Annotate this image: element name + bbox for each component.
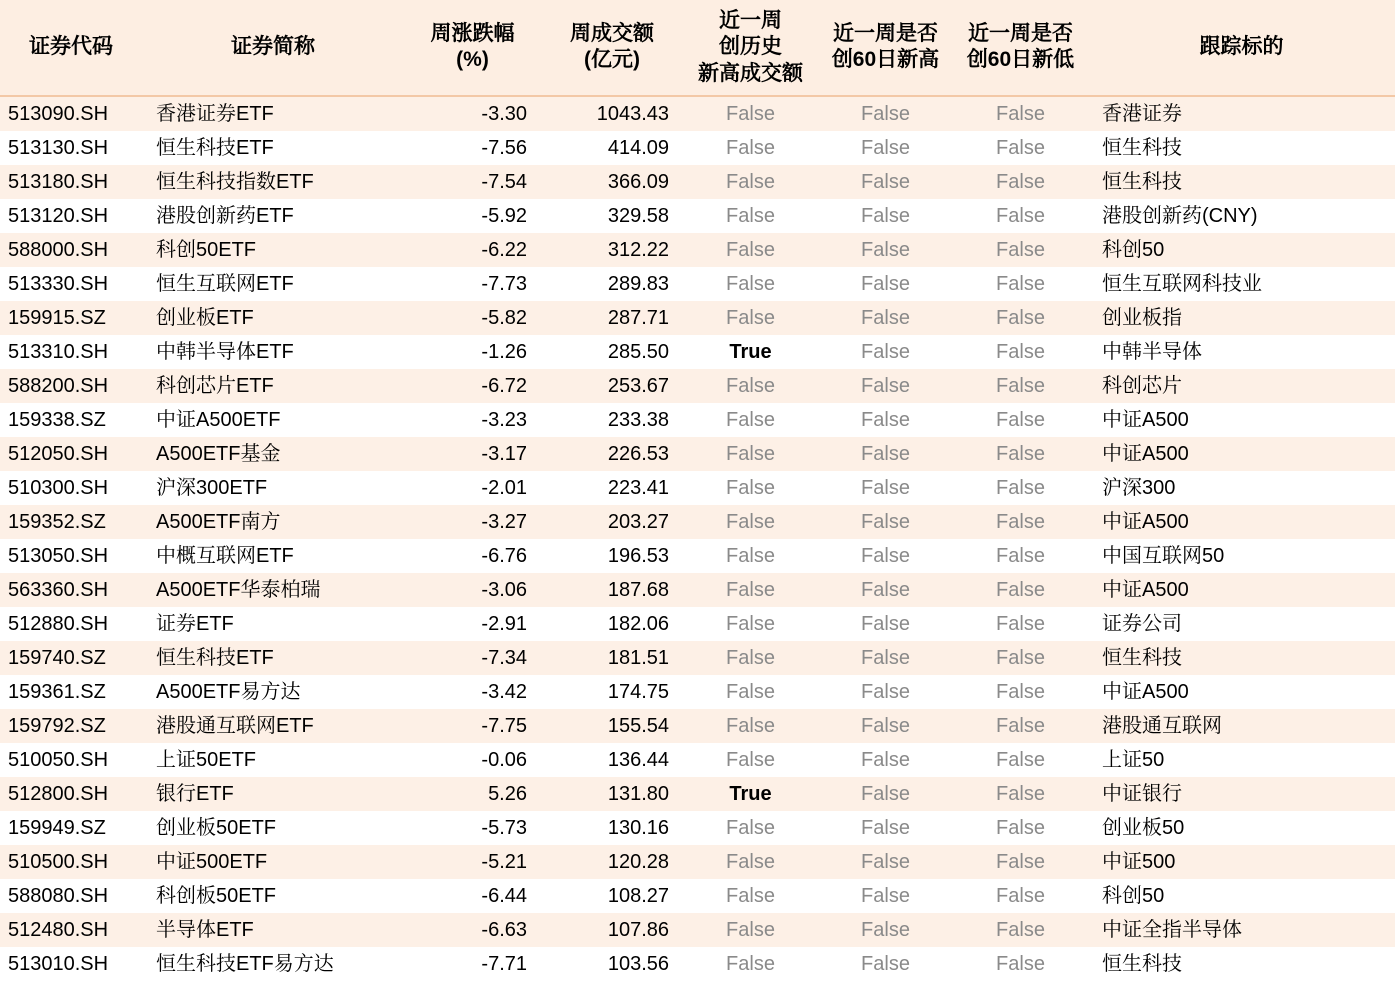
cell-60d-high: False bbox=[818, 675, 953, 709]
cell-code: 588080.SH bbox=[0, 879, 142, 913]
cell-weekly-change: -5.92 bbox=[404, 199, 541, 233]
cell-weekly-change: -7.75 bbox=[404, 709, 541, 743]
cell-weekly-change: -6.72 bbox=[404, 369, 541, 403]
table-row bbox=[0, 777, 1395, 811]
cell-code: 513180.SH bbox=[0, 165, 142, 199]
cell-60d-high: False bbox=[818, 335, 953, 369]
cell-60d-high: False bbox=[818, 743, 953, 777]
cell-weekly-change: -2.01 bbox=[404, 471, 541, 505]
cell-60d-low: False bbox=[953, 369, 1088, 403]
cell-record-high-turnover: False bbox=[683, 369, 818, 403]
table-header bbox=[0, 0, 1395, 96]
cell-tracking-index: 科创50 bbox=[1088, 233, 1395, 267]
cell-60d-high: False bbox=[818, 573, 953, 607]
cell-weekly-change: -3.42 bbox=[404, 675, 541, 709]
cell-60d-high: False bbox=[818, 709, 953, 743]
column-header-4 bbox=[683, 0, 818, 96]
cell-60d-high: False bbox=[818, 913, 953, 947]
cell-weekly-change: -0.06 bbox=[404, 743, 541, 777]
table-row bbox=[0, 913, 1395, 947]
cell-weekly-turnover: 233.38 bbox=[541, 403, 683, 437]
cell-tracking-index: 恒生科技 bbox=[1088, 641, 1395, 675]
cell-record-high-turnover: False bbox=[683, 607, 818, 641]
cell-name: 银行ETF bbox=[142, 777, 404, 811]
cell-name: 中证A500ETF bbox=[142, 403, 404, 437]
cell-60d-high: False bbox=[818, 199, 953, 233]
cell-weekly-turnover: 329.58 bbox=[541, 199, 683, 233]
cell-name: A500ETF基金 bbox=[142, 437, 404, 471]
cell-record-high-turnover: False bbox=[683, 233, 818, 267]
cell-code: 588000.SH bbox=[0, 233, 142, 267]
table-row bbox=[0, 709, 1395, 743]
cell-weekly-turnover: 174.75 bbox=[541, 675, 683, 709]
column-header-3 bbox=[541, 0, 683, 96]
cell-record-high-turnover: False bbox=[683, 743, 818, 777]
column-header-0 bbox=[0, 0, 142, 96]
cell-name: 创业板50ETF bbox=[142, 811, 404, 845]
column-header-line: 跟踪标的 bbox=[1199, 35, 1284, 59]
cell-weekly-change: -1.26 bbox=[404, 335, 541, 369]
cell-tracking-index: 恒生科技 bbox=[1088, 131, 1395, 165]
cell-60d-high: False bbox=[818, 437, 953, 471]
cell-weekly-turnover: 285.50 bbox=[541, 335, 683, 369]
cell-60d-low: False bbox=[953, 879, 1088, 913]
column-header-line: (%) bbox=[456, 48, 489, 72]
cell-60d-low: False bbox=[953, 233, 1088, 267]
cell-weekly-change: -3.30 bbox=[404, 96, 541, 131]
column-header-6 bbox=[953, 0, 1088, 96]
cell-weekly-change: -5.21 bbox=[404, 845, 541, 879]
cell-60d-high: False bbox=[818, 845, 953, 879]
cell-weekly-change: -2.91 bbox=[404, 607, 541, 641]
cell-weekly-turnover: 108.27 bbox=[541, 879, 683, 913]
cell-60d-high: False bbox=[818, 777, 953, 811]
cell-record-high-turnover: False bbox=[683, 913, 818, 947]
cell-code: 159361.SZ bbox=[0, 675, 142, 709]
cell-60d-low: False bbox=[953, 301, 1088, 335]
cell-weekly-change: -5.73 bbox=[404, 811, 541, 845]
cell-60d-low: False bbox=[953, 437, 1088, 471]
cell-60d-high: False bbox=[818, 301, 953, 335]
cell-tracking-index: 中证全指半导体 bbox=[1088, 913, 1395, 947]
cell-weekly-change: -7.54 bbox=[404, 165, 541, 199]
cell-record-high-turnover: False bbox=[683, 641, 818, 675]
cell-name: 恒生科技ETF易方达 bbox=[142, 947, 404, 981]
cell-60d-low: False bbox=[953, 743, 1088, 777]
table-row bbox=[0, 131, 1395, 165]
cell-weekly-turnover: 312.22 bbox=[541, 233, 683, 267]
cell-60d-high: False bbox=[818, 879, 953, 913]
cell-name: A500ETF华泰柏瑞 bbox=[142, 573, 404, 607]
cell-60d-high: False bbox=[818, 233, 953, 267]
cell-tracking-index: 中证A500 bbox=[1088, 437, 1395, 471]
cell-60d-low: False bbox=[953, 641, 1088, 675]
cell-name: 中概互联网ETF bbox=[142, 539, 404, 573]
cell-record-high-turnover: False bbox=[683, 403, 818, 437]
cell-record-high-turnover: False bbox=[683, 131, 818, 165]
table-row bbox=[0, 641, 1395, 675]
column-header-line: 近一周 bbox=[719, 9, 782, 32]
cell-60d-high: False bbox=[818, 96, 953, 131]
cell-60d-high: False bbox=[818, 267, 953, 301]
cell-tracking-index: 证券公司 bbox=[1088, 607, 1395, 641]
cell-60d-low: False bbox=[953, 471, 1088, 505]
cell-weekly-turnover: 203.27 bbox=[541, 505, 683, 539]
table-row bbox=[0, 471, 1395, 505]
cell-tracking-index: 科创芯片 bbox=[1088, 369, 1395, 403]
cell-60d-low: False bbox=[953, 199, 1088, 233]
cell-weekly-turnover: 120.28 bbox=[541, 845, 683, 879]
cell-60d-low: False bbox=[953, 573, 1088, 607]
table-row bbox=[0, 845, 1395, 879]
cell-record-high-turnover: False bbox=[683, 471, 818, 505]
column-header-line: 新高成交额 bbox=[698, 61, 803, 85]
column-header-line: (亿元) bbox=[584, 48, 640, 72]
table-row bbox=[0, 947, 1395, 981]
cell-code: 512880.SH bbox=[0, 607, 142, 641]
cell-code: 513010.SH bbox=[0, 947, 142, 981]
cell-tracking-index: 科创50 bbox=[1088, 879, 1395, 913]
table-row bbox=[0, 743, 1395, 777]
table-row bbox=[0, 96, 1395, 131]
column-header-1 bbox=[142, 0, 404, 96]
cell-name: 沪深300ETF bbox=[142, 471, 404, 505]
cell-name: 科创50ETF bbox=[142, 233, 404, 267]
cell-name: 恒生科技ETF bbox=[142, 131, 404, 165]
cell-code: 513120.SH bbox=[0, 199, 142, 233]
cell-record-high-turnover: False bbox=[683, 199, 818, 233]
cell-code: 159915.SZ bbox=[0, 301, 142, 335]
cell-code: 563360.SH bbox=[0, 573, 142, 607]
cell-record-high-turnover: False bbox=[683, 437, 818, 471]
cell-60d-high: False bbox=[818, 607, 953, 641]
cell-record-high-turnover: True bbox=[683, 777, 818, 811]
cell-name: 科创芯片ETF bbox=[142, 369, 404, 403]
cell-weekly-change: -6.76 bbox=[404, 539, 541, 573]
cell-weekly-change: -3.23 bbox=[404, 403, 541, 437]
table-row bbox=[0, 505, 1395, 539]
table-header-row bbox=[0, 0, 1395, 96]
cell-name: 恒生互联网ETF bbox=[142, 267, 404, 301]
table-row bbox=[0, 233, 1395, 267]
cell-record-high-turnover: True bbox=[683, 335, 818, 369]
column-header-line: 创60日新低 bbox=[966, 48, 1075, 72]
cell-tracking-index: 中证A500 bbox=[1088, 403, 1395, 437]
cell-code: 513090.SH bbox=[0, 96, 142, 131]
cell-weekly-turnover: 182.06 bbox=[541, 607, 683, 641]
cell-weekly-turnover: 103.56 bbox=[541, 947, 683, 981]
cell-name: 港股创新药ETF bbox=[142, 199, 404, 233]
cell-tracking-index: 上证50 bbox=[1088, 743, 1395, 777]
cell-60d-low: False bbox=[953, 947, 1088, 981]
cell-weekly-change: -3.17 bbox=[404, 437, 541, 471]
cell-code: 588200.SH bbox=[0, 369, 142, 403]
cell-weekly-turnover: 130.16 bbox=[541, 811, 683, 845]
table-body bbox=[0, 96, 1395, 981]
cell-name: 恒生科技ETF bbox=[142, 641, 404, 675]
cell-tracking-index: 中国互联网50 bbox=[1088, 539, 1395, 573]
cell-tracking-index: 恒生科技 bbox=[1088, 165, 1395, 199]
table-row bbox=[0, 165, 1395, 199]
cell-code: 512050.SH bbox=[0, 437, 142, 471]
cell-tracking-index: 恒生互联网科技业 bbox=[1088, 267, 1395, 301]
cell-weekly-change: -3.27 bbox=[404, 505, 541, 539]
table-row bbox=[0, 199, 1395, 233]
cell-60d-low: False bbox=[953, 811, 1088, 845]
cell-60d-high: False bbox=[818, 947, 953, 981]
table-row bbox=[0, 675, 1395, 709]
cell-tracking-index: 中韩半导体 bbox=[1088, 335, 1395, 369]
column-header-line: 近一周是否 bbox=[968, 22, 1073, 46]
cell-code: 159338.SZ bbox=[0, 403, 142, 437]
cell-weekly-turnover: 253.67 bbox=[541, 369, 683, 403]
cell-weekly-turnover: 223.41 bbox=[541, 471, 683, 505]
cell-60d-low: False bbox=[953, 607, 1088, 641]
cell-weekly-turnover: 196.53 bbox=[541, 539, 683, 573]
cell-tracking-index: 中证银行 bbox=[1088, 777, 1395, 811]
column-header-line: 证券简称 bbox=[231, 35, 315, 59]
cell-weekly-change: -7.71 bbox=[404, 947, 541, 981]
cell-code: 513130.SH bbox=[0, 131, 142, 165]
cell-tracking-index: 香港证券 bbox=[1088, 96, 1395, 131]
cell-record-high-turnover: False bbox=[683, 505, 818, 539]
cell-weekly-turnover: 226.53 bbox=[541, 437, 683, 471]
cell-weekly-turnover: 181.51 bbox=[541, 641, 683, 675]
cell-record-high-turnover: False bbox=[683, 573, 818, 607]
cell-name: 半导体ETF bbox=[142, 913, 404, 947]
cell-record-high-turnover: False bbox=[683, 709, 818, 743]
cell-record-high-turnover: False bbox=[683, 539, 818, 573]
cell-name: 中证500ETF bbox=[142, 845, 404, 879]
cell-tracking-index: 沪深300 bbox=[1088, 471, 1395, 505]
cell-weekly-turnover: 107.86 bbox=[541, 913, 683, 947]
cell-code: 159949.SZ bbox=[0, 811, 142, 845]
cell-60d-high: False bbox=[818, 539, 953, 573]
column-header-5 bbox=[818, 0, 953, 96]
cell-60d-high: False bbox=[818, 811, 953, 845]
table-row bbox=[0, 811, 1395, 845]
cell-code: 510500.SH bbox=[0, 845, 142, 879]
cell-weekly-turnover: 187.68 bbox=[541, 573, 683, 607]
cell-code: 159740.SZ bbox=[0, 641, 142, 675]
cell-weekly-turnover: 366.09 bbox=[541, 165, 683, 199]
cell-60d-low: False bbox=[953, 675, 1088, 709]
cell-code: 159352.SZ bbox=[0, 505, 142, 539]
cell-weekly-change: -6.63 bbox=[404, 913, 541, 947]
cell-weekly-turnover: 136.44 bbox=[541, 743, 683, 777]
cell-weekly-change: -6.44 bbox=[404, 879, 541, 913]
cell-code: 510300.SH bbox=[0, 471, 142, 505]
cell-60d-high: False bbox=[818, 369, 953, 403]
cell-60d-high: False bbox=[818, 165, 953, 199]
cell-record-high-turnover: False bbox=[683, 879, 818, 913]
cell-tracking-index: 中证A500 bbox=[1088, 505, 1395, 539]
cell-60d-low: False bbox=[953, 845, 1088, 879]
table-row bbox=[0, 267, 1395, 301]
cell-code: 512480.SH bbox=[0, 913, 142, 947]
cell-60d-low: False bbox=[953, 709, 1088, 743]
cell-code: 513310.SH bbox=[0, 335, 142, 369]
cell-weekly-change: -7.73 bbox=[404, 267, 541, 301]
column-header-line: 近一周是否 bbox=[833, 22, 938, 46]
cell-weekly-turnover: 289.83 bbox=[541, 267, 683, 301]
cell-weekly-turnover: 131.80 bbox=[541, 777, 683, 811]
cell-weekly-change: -7.34 bbox=[404, 641, 541, 675]
cell-code: 513330.SH bbox=[0, 267, 142, 301]
cell-record-high-turnover: False bbox=[683, 947, 818, 981]
table-row bbox=[0, 573, 1395, 607]
cell-record-high-turnover: False bbox=[683, 675, 818, 709]
cell-tracking-index: 中证A500 bbox=[1088, 573, 1395, 607]
cell-weekly-change: -3.06 bbox=[404, 573, 541, 607]
cell-60d-low: False bbox=[953, 539, 1088, 573]
cell-name: A500ETF易方达 bbox=[142, 675, 404, 709]
cell-weekly-change: -6.22 bbox=[404, 233, 541, 267]
cell-weekly-turnover: 155.54 bbox=[541, 709, 683, 743]
column-header-line: 周涨跌幅 bbox=[430, 22, 515, 46]
table-row bbox=[0, 539, 1395, 573]
cell-weekly-change: 5.26 bbox=[404, 777, 541, 811]
cell-name: 创业板ETF bbox=[142, 301, 404, 335]
cell-code: 159792.SZ bbox=[0, 709, 142, 743]
cell-name: 港股通互联网ETF bbox=[142, 709, 404, 743]
cell-tracking-index: 中证A500 bbox=[1088, 675, 1395, 709]
column-header-2 bbox=[404, 0, 541, 96]
cell-weekly-turnover: 414.09 bbox=[541, 131, 683, 165]
table-row bbox=[0, 607, 1395, 641]
cell-name: 恒生科技指数ETF bbox=[142, 165, 404, 199]
cell-name: 中韩半导体ETF bbox=[142, 335, 404, 369]
cell-name: A500ETF南方 bbox=[142, 505, 404, 539]
cell-tracking-index: 港股通互联网 bbox=[1088, 709, 1395, 743]
cell-60d-low: False bbox=[953, 913, 1088, 947]
cell-60d-low: False bbox=[953, 335, 1088, 369]
cell-60d-low: False bbox=[953, 505, 1088, 539]
cell-60d-high: False bbox=[818, 131, 953, 165]
cell-60d-high: False bbox=[818, 471, 953, 505]
cell-weekly-turnover: 287.71 bbox=[541, 301, 683, 335]
cell-60d-low: False bbox=[953, 777, 1088, 811]
cell-record-high-turnover: False bbox=[683, 845, 818, 879]
table-row bbox=[0, 403, 1395, 437]
column-header-line: 创历史 bbox=[719, 35, 782, 59]
cell-weekly-turnover: 1043.43 bbox=[541, 96, 683, 131]
cell-tracking-index: 港股创新药(CNY) bbox=[1088, 199, 1395, 233]
column-header-line: 证券代码 bbox=[29, 35, 113, 59]
column-header-line: 周成交额 bbox=[570, 22, 654, 46]
cell-name: 上证50ETF bbox=[142, 743, 404, 777]
cell-60d-high: False bbox=[818, 403, 953, 437]
cell-60d-low: False bbox=[953, 267, 1088, 301]
column-header-7 bbox=[1088, 0, 1395, 96]
cell-tracking-index: 中证500 bbox=[1088, 845, 1395, 879]
table-row bbox=[0, 437, 1395, 471]
cell-record-high-turnover: False bbox=[683, 301, 818, 335]
cell-weekly-change: -7.56 bbox=[404, 131, 541, 165]
cell-name: 科创板50ETF bbox=[142, 879, 404, 913]
cell-name: 证券ETF bbox=[142, 607, 404, 641]
cell-60d-high: False bbox=[818, 641, 953, 675]
cell-60d-high: False bbox=[818, 505, 953, 539]
cell-record-high-turnover: False bbox=[683, 165, 818, 199]
cell-60d-low: False bbox=[953, 165, 1088, 199]
cell-tracking-index: 创业板50 bbox=[1088, 811, 1395, 845]
table-row bbox=[0, 335, 1395, 369]
column-header-line: 创60日新高 bbox=[831, 48, 940, 72]
cell-weekly-change: -5.82 bbox=[404, 301, 541, 335]
table-row bbox=[0, 369, 1395, 403]
table-row bbox=[0, 879, 1395, 913]
cell-60d-low: False bbox=[953, 96, 1088, 131]
cell-60d-low: False bbox=[953, 131, 1088, 165]
cell-code: 513050.SH bbox=[0, 539, 142, 573]
table-row bbox=[0, 301, 1395, 335]
cell-code: 512800.SH bbox=[0, 777, 142, 811]
cell-tracking-index: 创业板指 bbox=[1088, 301, 1395, 335]
cell-record-high-turnover: False bbox=[683, 811, 818, 845]
cell-code: 510050.SH bbox=[0, 743, 142, 777]
cell-record-high-turnover: False bbox=[683, 96, 818, 131]
cell-record-high-turnover: False bbox=[683, 267, 818, 301]
cell-name: 香港证券ETF bbox=[142, 96, 404, 131]
cell-60d-low: False bbox=[953, 403, 1088, 437]
cell-tracking-index: 恒生科技 bbox=[1088, 947, 1395, 981]
